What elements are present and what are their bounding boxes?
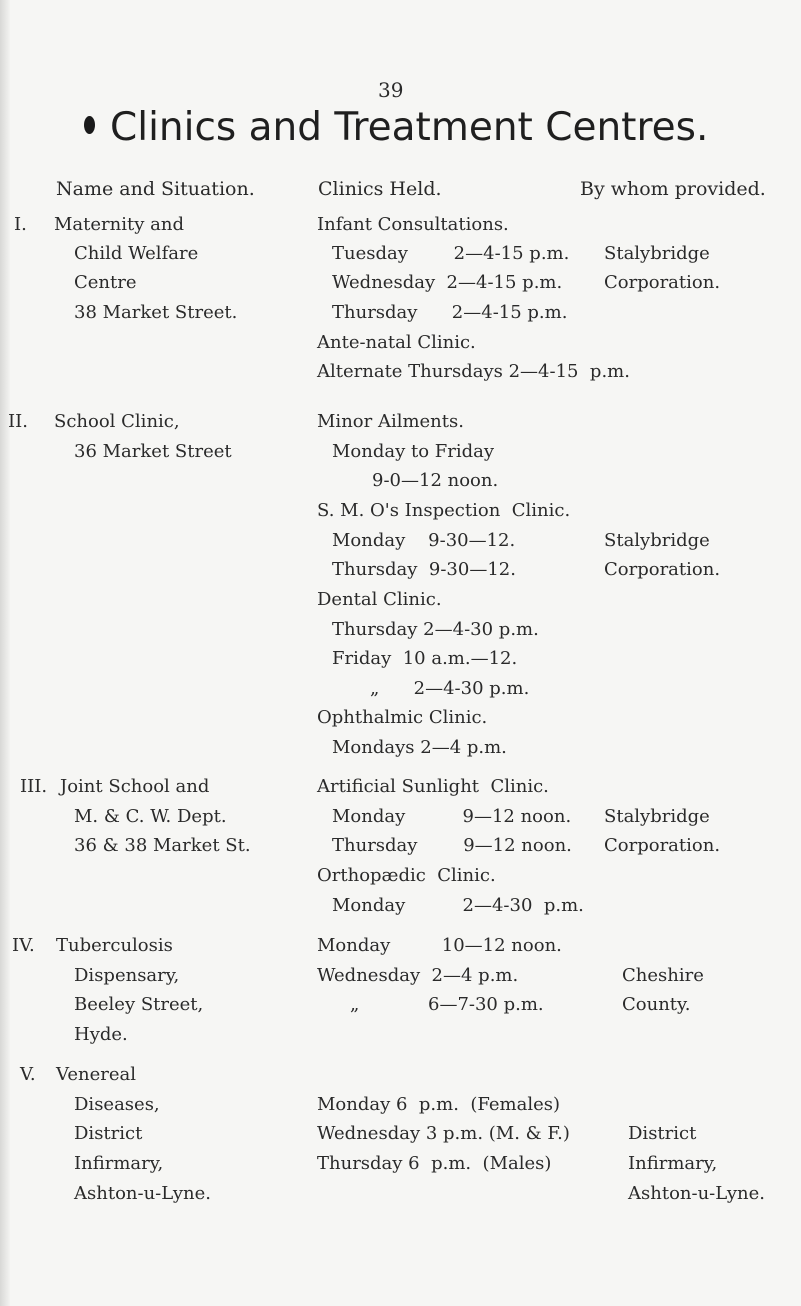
entry-5-name-line: Ashton-u-Lyne. [74, 1183, 212, 1204]
page-number: 39 [378, 78, 404, 102]
entry-2-clinic-line: „ 2—4-30 p.m. [370, 678, 530, 699]
entry-3-provider-line: Corporation. [604, 835, 721, 856]
entry-5-name-line: Diseases, [74, 1094, 160, 1115]
entry-3-clinic-line: Orthopædic Clinic. [317, 865, 496, 886]
entry-5-provider-line: Ashton-u-Lyne. [628, 1183, 766, 1204]
entry-5-clinic-line: Wednesday 3 p.m. (M. & F.) [317, 1123, 570, 1144]
entry-1-clinic-line: Tuesday 2—4-15 p.m. [332, 243, 570, 264]
entry-2-clinic-line: Mondays 2—4 p.m. [332, 737, 507, 758]
entry-1-name-line: Maternity and [54, 214, 184, 235]
entry-2-provider-line: Corporation. [604, 559, 721, 580]
entry-5-provider-line: Infirmary, [628, 1153, 718, 1174]
entry-2-name-line: School Clinic, [54, 411, 180, 432]
entry-1-numeral: I. [14, 214, 27, 235]
entry-1-provider-line: Corporation. [604, 272, 721, 293]
entry-5-provider-line: District [628, 1123, 697, 1144]
entry-2-clinic-line: Thursday 2—4-30 p.m. [332, 619, 539, 640]
entry-3-numeral: III. [20, 776, 48, 797]
entry-3-clinic-line: Monday 9—12 noon. [332, 806, 572, 827]
entry-3-name-line: 36 & 38 Market St. [74, 835, 251, 856]
entry-2-clinic-line: 9-0—12 noon. [372, 470, 499, 491]
header-clinics: Clinics Held. [318, 178, 442, 200]
entry-2-clinic-line: Monday 9-30—12. [332, 530, 516, 551]
entry-4-name-line: Tuberculosis [56, 935, 173, 956]
entry-4-clinic-line: Monday 10—12 noon. [317, 935, 562, 956]
entry-3-clinic-line: Monday 2—4-30 p.m. [332, 895, 584, 916]
entry-2-clinic-line: Minor Ailments. [317, 411, 464, 432]
page-edge-shadow [0, 0, 10, 1306]
entry-4-numeral: IV. [12, 935, 35, 956]
entry-3-name-line: Joint School and [60, 776, 210, 797]
entry-1-name-line: Centre [74, 272, 137, 293]
entry-1-clinic-line: Alternate Thursdays 2—4-15 p.m. [317, 361, 630, 382]
entry-3-provider-line: Stalybridge [604, 806, 710, 827]
entry-4-clinic-line: „ 6—7-30 p.m. [350, 994, 544, 1015]
entry-5-name-line: Infirmary, [74, 1153, 164, 1174]
entry-3-clinic-line: Artificial Sunlight Clinic. [317, 776, 549, 797]
entry-2-clinic-line: Thursday 9-30—12. [332, 559, 516, 580]
entry-5-numeral: V. [20, 1064, 36, 1085]
entry-4-name-line: Hyde. [74, 1024, 128, 1045]
entry-2-name-line: 36 Market Street [74, 441, 232, 462]
entry-4-provider-line: Cheshire [622, 965, 704, 986]
entry-5-name-line: Venereal [56, 1064, 136, 1085]
entry-2-clinic-line: Dental Clinic. [317, 589, 442, 610]
entry-4-name-line: Dispensary, [74, 965, 180, 986]
entry-3-clinic-line: Thursday 9—12 noon. [332, 835, 572, 856]
entry-1-name-line: Child Welfare [74, 243, 199, 264]
bullet-icon [84, 116, 95, 134]
entry-5-clinic-line: Monday 6 p.m. (Females) [317, 1094, 561, 1115]
entry-3-name-line: M. & C. W. Dept. [74, 806, 227, 827]
entry-5-clinic-line: Thursday 6 p.m. (Males) [317, 1153, 552, 1174]
entry-2-clinic-line: Friday 10 a.m.—12. [332, 648, 518, 669]
entry-2-clinic-line: S. M. O's Inspection Clinic. [317, 500, 571, 521]
entry-1-clinic-line: Ante-natal Clinic. [317, 332, 476, 353]
entry-5-name-line: District [74, 1123, 143, 1144]
entry-4-clinic-line: Wednesday 2—4 p.m. [317, 965, 519, 986]
entry-1-provider-line: Stalybridge [604, 243, 710, 264]
header-name: Name and Situation. [56, 178, 255, 200]
entry-4-provider-line: County. [622, 994, 691, 1015]
entry-1-name-line: 38 Market Street. [74, 302, 238, 323]
entry-2-numeral: II. [8, 411, 28, 432]
entry-2-clinic-line: Monday to Friday [332, 441, 495, 462]
entry-2-clinic-line: Ophthalmic Clinic. [317, 707, 488, 728]
entry-2-provider-line: Stalybridge [604, 530, 710, 551]
page-title: Clinics and Treatment Centres. [110, 105, 709, 150]
entry-1-clinic-line: Wednesday 2—4-15 p.m. [332, 272, 563, 293]
entry-4-name-line: Beeley Street, [74, 994, 204, 1015]
entry-1-clinic-line: Thursday 2—4-15 p.m. [332, 302, 568, 323]
entry-1-clinic-line: Infant Consultations. [317, 214, 509, 235]
header-provider: By whom provided. [580, 178, 766, 200]
